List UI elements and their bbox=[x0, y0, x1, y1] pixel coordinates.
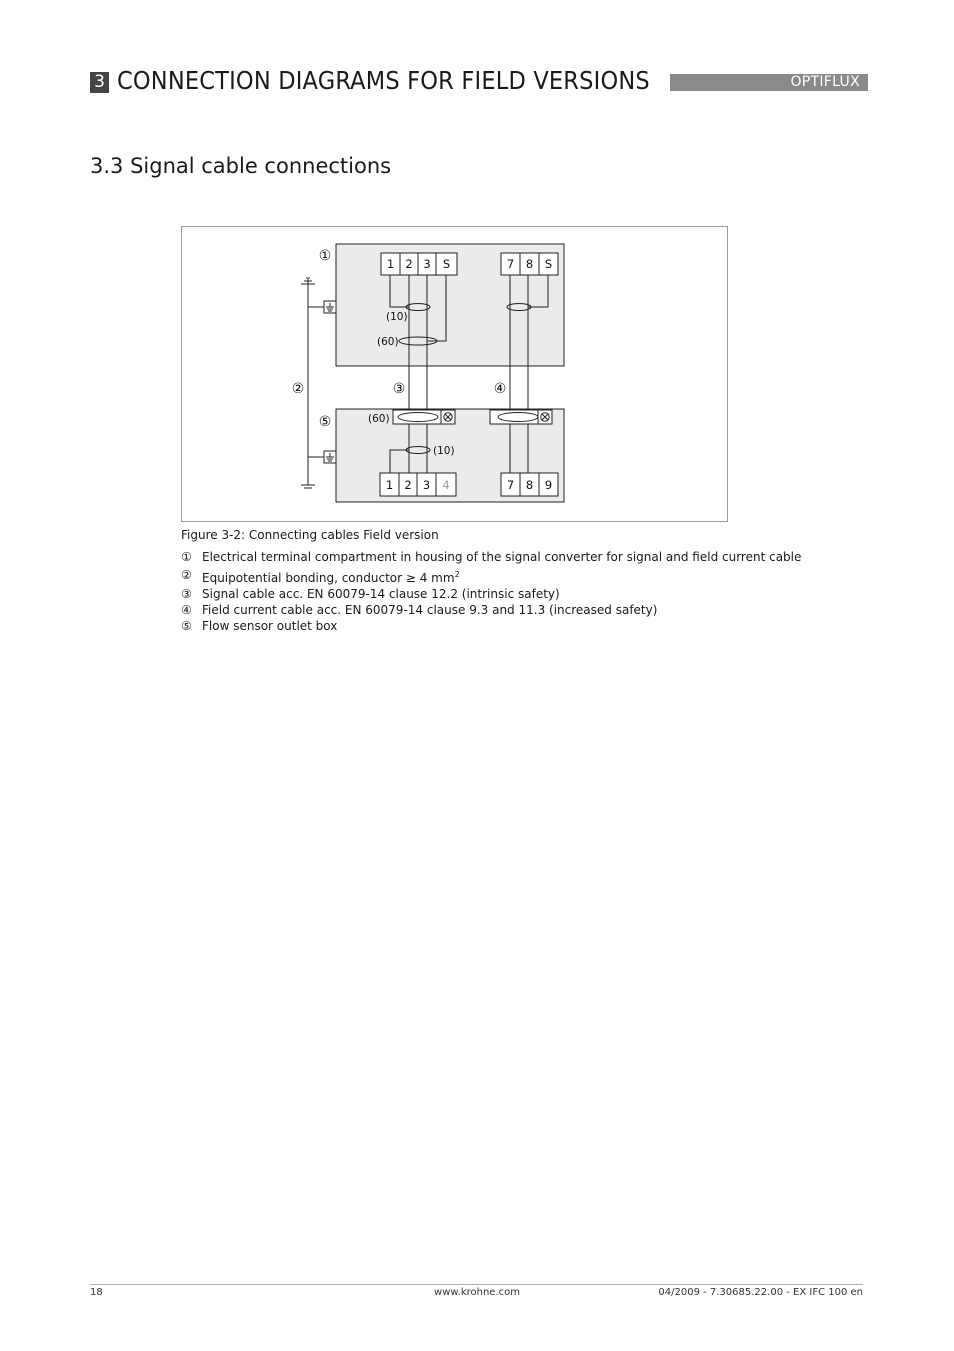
legend-text: Electrical terminal compartment in housing of the signal converter for signal and field current cable bbox=[202, 550, 802, 564]
chapter-number: 3 bbox=[90, 72, 109, 93]
bottom-terminal-4: 4 bbox=[442, 478, 450, 492]
callout-3: ③ bbox=[392, 381, 406, 397]
bottom-label-60: (60) bbox=[368, 413, 390, 425]
brand-label: OPTIFLUX bbox=[670, 74, 868, 91]
connection-diagram bbox=[181, 226, 728, 522]
callout-5: ⑤ bbox=[318, 414, 332, 430]
chapter-title: CONNECTION DIAGRAMS FOR FIELD VERSIONS bbox=[117, 66, 650, 95]
top-label-60: (60) bbox=[377, 336, 399, 348]
bottom-terminal-8: 8 bbox=[525, 478, 534, 492]
top-terminal-3: 3 bbox=[423, 257, 431, 271]
page-number: 18 bbox=[90, 1287, 103, 1298]
bottom-label-10: (10) bbox=[433, 445, 455, 457]
callout-4: ④ bbox=[493, 381, 507, 397]
legend-text: Equipotential bonding, conductor ≥ 4 mm bbox=[202, 571, 455, 585]
top-terminal-2: 2 bbox=[405, 257, 413, 271]
top-terminal-7: 7 bbox=[506, 257, 515, 271]
callout-1: ① bbox=[318, 248, 332, 264]
bottom-terminal-2: 2 bbox=[404, 478, 412, 492]
legend-item bbox=[181, 549, 801, 565]
legend-text: Field current cable acc. EN 60079-14 clause 9.3 and 11.3 (increased safety) bbox=[202, 603, 658, 617]
top-terminal-s: S bbox=[442, 257, 451, 271]
bottom-terminal-3: 3 bbox=[422, 478, 431, 492]
signal-cable-gland bbox=[393, 410, 455, 424]
top-terminal-1: 1 bbox=[386, 257, 395, 271]
equipotential-bonding bbox=[301, 278, 336, 488]
footer-website: www.krohne.com bbox=[434, 1287, 520, 1298]
footer-doc-ref: 04/2009 - 7.30685.22.00 - EX IFC 100 en bbox=[658, 1287, 863, 1298]
legend-number: ② bbox=[181, 568, 192, 582]
section-title: 3.3 Signal cable connections bbox=[90, 154, 392, 178]
legend-text: Flow sensor outlet box bbox=[202, 619, 338, 633]
legend-item bbox=[181, 586, 801, 602]
field-cable-gland bbox=[490, 410, 552, 424]
figure-caption: Figure 3-2: Connecting cables Field version bbox=[181, 528, 439, 542]
callout-2: ② bbox=[291, 381, 305, 397]
legend-superscript: 2 bbox=[454, 570, 460, 579]
legend-number: ④ bbox=[181, 603, 192, 617]
legend-item bbox=[181, 567, 801, 586]
diagram-svg bbox=[182, 227, 729, 523]
legend-number: ③ bbox=[181, 587, 192, 601]
top-terminal-8: 8 bbox=[525, 257, 534, 271]
top-label-10: (10) bbox=[386, 311, 408, 323]
bottom-terminal-7: 7 bbox=[506, 478, 515, 492]
bottom-terminal-1: 1 bbox=[385, 478, 394, 492]
legend-number: ① bbox=[181, 550, 192, 564]
legend-number: ⑤ bbox=[181, 619, 192, 633]
footer-divider bbox=[90, 1284, 863, 1285]
legend-item bbox=[181, 618, 801, 634]
legend-item bbox=[181, 602, 801, 618]
bottom-terminal-9: 9 bbox=[544, 478, 553, 492]
legend-text: Signal cable acc. EN 60079-14 clause 12.2 (intrinsic safety) bbox=[202, 587, 560, 601]
top-terminal-s2: S bbox=[544, 257, 553, 271]
figure-legend bbox=[181, 549, 801, 634]
chapter-header bbox=[90, 66, 868, 96]
